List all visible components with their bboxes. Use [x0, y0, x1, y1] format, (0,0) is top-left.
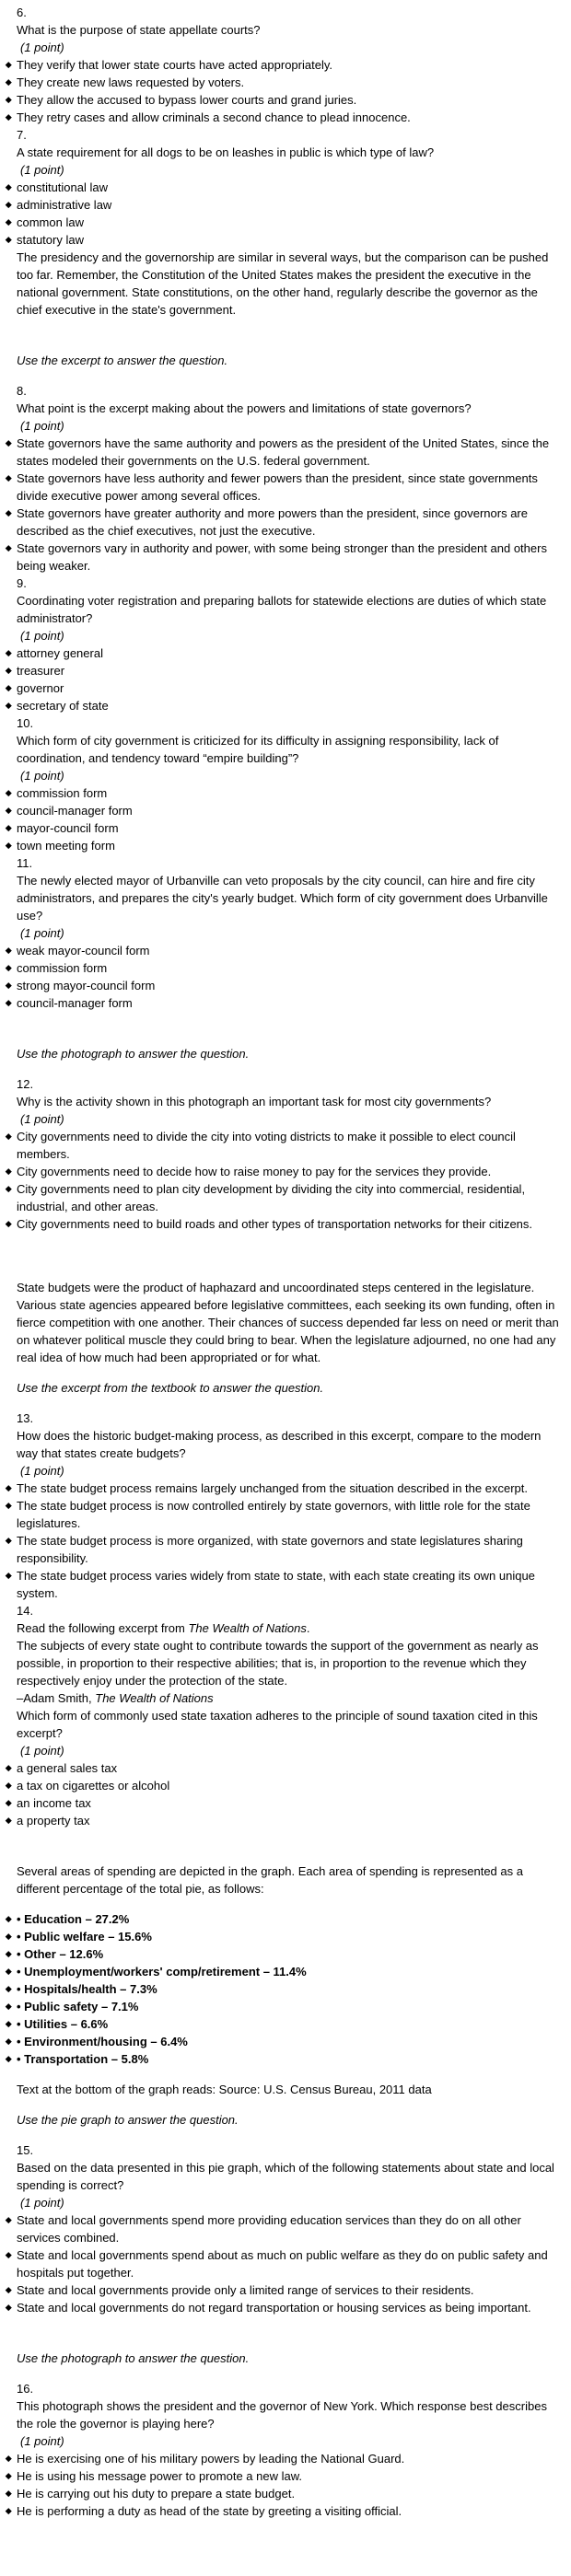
answer-option-label: weak mayor-council form: [17, 944, 150, 957]
question-text: Which form of city government is criticized for its difficulty in assigning responsibility, lack of coordination, and tendency toward “empire building”?: [17, 734, 499, 765]
excerpt-text: The subjects of every state ought to contribute towards the support of the government as nearly as possible, in proportion to their respective abilities; that is, in proportion to the revenue which they respectively enjoy under the protection of the state.: [17, 1639, 539, 1688]
answer-option[interactable]: [0, 179, 562, 196]
graph-list-item: [0, 2050, 562, 2068]
option-bullet-icon: [6, 1782, 11, 1788]
answer-option-label: He is using his message power to promote a new law.: [17, 2469, 302, 2483]
graph-list-item-label: • Hospitals/health – 7.3%: [17, 1982, 157, 1996]
answer-option[interactable]: [0, 1497, 562, 1532]
option-bullet-icon: [6, 982, 11, 988]
answer-option[interactable]: [0, 1532, 562, 1567]
answer-option-label: treasurer: [17, 664, 65, 678]
spacer: [0, 1062, 562, 1075]
option-bullet-icon: [6, 2490, 11, 2496]
answer-option-label: He is performing a duty as head of the state by greeting a visiting official.: [17, 2504, 402, 2518]
answer-option-label: State governors have greater authority and more powers than the president, since governors are described as the chief executives, not just the executive.: [17, 506, 528, 538]
option-bullet-icon: [6, 510, 11, 516]
answer-option[interactable]: [0, 784, 562, 802]
question-text: [0, 1619, 562, 1637]
graph-note-text: Text at the bottom of the graph reads: Source: U.S. Census Bureau, 2011 data: [17, 2083, 432, 2096]
option-bullet-icon: [6, 1537, 11, 1543]
text-segment: .: [306, 1621, 310, 1635]
option-bullet-icon: [6, 1503, 11, 1508]
answer-option[interactable]: [0, 837, 562, 854]
instruction-text: Use the pie graph to answer the question.: [17, 2113, 239, 2127]
option-bullet-icon: [6, 545, 11, 551]
points-label: (1 point): [20, 2196, 64, 2210]
answer-option-label: strong mayor-council form: [17, 979, 156, 992]
question-number: 12.: [17, 1077, 34, 1091]
list-bullet-icon: [6, 1916, 11, 1921]
answer-option[interactable]: [0, 109, 562, 126]
list-bullet-icon: [6, 1933, 11, 1939]
answer-option-label: administrative law: [17, 198, 112, 212]
option-bullet-icon: [6, 685, 11, 690]
graph-list-item: [0, 1910, 562, 1928]
answer-option-label: They allow the accused to bypass lower courts and grand juries.: [17, 93, 357, 107]
graph-list-item: [0, 2033, 562, 2050]
text-segment: –Adam Smith,: [17, 1691, 96, 1705]
answer-option-label: The state budget process is now controlled entirely by state governors, with little role for the state legislatures.: [17, 1499, 530, 1530]
graph-list-item: [0, 1998, 562, 2015]
answer-option[interactable]: [0, 74, 562, 91]
question-text: The newly elected mayor of Urbanville can veto proposals by the city council, can hire and fire city administrators, and prepares the city's yearly budget. Which form of city government does Urbanville use?: [17, 874, 548, 922]
graph-list-item: [0, 1945, 562, 1963]
answer-option[interactable]: [0, 470, 562, 505]
answer-option[interactable]: [0, 959, 562, 977]
answer-option-label: a tax on cigarettes or alcohol: [17, 1779, 170, 1793]
graph-list-item-label: • Public welfare – 15.6%: [17, 1930, 152, 1944]
option-bullet-icon: [6, 1817, 11, 1823]
answer-option-label: secretary of state: [17, 699, 109, 713]
graph-list-item-label: • Environment/housing – 6.4%: [17, 2035, 188, 2048]
graph-list-item-label: • Transportation – 5.8%: [17, 2052, 149, 2066]
question-text: What is the purpose of state appellate courts?: [17, 23, 261, 37]
option-bullet-icon: [6, 825, 11, 830]
answer-option[interactable]: [0, 214, 562, 231]
points-label: (1 point): [20, 2434, 64, 2448]
option-bullet-icon: [6, 947, 11, 953]
question-text: What point is the excerpt making about the powers and limitations of state governors?: [17, 401, 472, 415]
answer-option-label: City governments need to plan city development by dividing the city into commercial, residential, industrial, and other areas.: [17, 1182, 526, 1213]
text-segment: The Wealth of Nations: [188, 1621, 307, 1635]
answer-option[interactable]: [0, 2485, 562, 2502]
option-bullet-icon: [6, 2287, 11, 2292]
question-number: 11.: [17, 856, 33, 870]
answer-option[interactable]: [0, 679, 562, 697]
option-bullet-icon: [6, 2508, 11, 2513]
answer-option-label: governor: [17, 681, 64, 695]
spacer: [0, 2098, 562, 2111]
answer-option-label: They retry cases and allow criminals a second chance to plead innocence.: [17, 110, 411, 124]
graph-list-item: [0, 1980, 562, 1998]
question-number: 15.: [17, 2143, 34, 2157]
points-label: (1 point): [20, 769, 64, 783]
list-bullet-icon: [6, 1968, 11, 1974]
answer-option[interactable]: [0, 1215, 562, 1233]
instruction-text: Use the photograph to answer the question.: [17, 2351, 250, 2365]
option-bullet-icon: [6, 184, 11, 190]
option-bullet-icon: [6, 1186, 11, 1191]
list-bullet-icon: [6, 2038, 11, 2044]
answer-option[interactable]: [0, 1567, 562, 1602]
option-bullet-icon: [6, 62, 11, 67]
question-number: 9.: [17, 576, 27, 590]
option-bullet-icon: [6, 202, 11, 207]
option-bullet-icon: [6, 2473, 11, 2478]
answer-option-label: State and local governments spend more providing education services than they do on all other services combined.: [17, 2213, 521, 2245]
answer-option-label: City governments need to divide the city into voting districts to make it possible to elect council members.: [17, 1130, 516, 1161]
answer-option-label: He is exercising one of his military powers by leading the National Guard.: [17, 2452, 405, 2466]
answer-option-label: mayor-council form: [17, 821, 119, 835]
answer-option-label: council-manager form: [17, 804, 133, 818]
answer-option[interactable]: [0, 2299, 562, 2316]
option-bullet-icon: [6, 2455, 11, 2461]
spacer: [0, 2316, 562, 2350]
option-bullet-icon: [6, 237, 11, 242]
question-text: Which form of commonly used state taxation adheres to the principle of sound taxation cited in this excerpt?: [17, 1709, 538, 1740]
option-bullet-icon: [6, 114, 11, 120]
option-bullet-icon: [6, 79, 11, 85]
question-number: 10.: [17, 716, 34, 730]
answer-option-label: State governors have the same authority and powers as the president of the United States, since the states modeled their governments on the U.S. federal government.: [17, 436, 550, 468]
option-bullet-icon: [6, 842, 11, 848]
answer-option-label: common law: [17, 215, 84, 229]
question-number: 8.: [17, 384, 27, 398]
option-bullet-icon: [6, 1572, 11, 1578]
points-label: (1 point): [20, 163, 64, 177]
spacer: [0, 2129, 562, 2141]
question-text: Why is the activity shown in this photograph an important task for most city governments?: [17, 1095, 492, 1108]
answer-option-label: The state budget process remains largely unchanged from the situation described in the excerpt.: [17, 1481, 528, 1495]
spacer: [0, 1012, 562, 1045]
answer-option[interactable]: [0, 697, 562, 714]
answer-option-label: commission form: [17, 786, 108, 800]
answer-option[interactable]: [0, 802, 562, 819]
graph-list-item-label: • Other – 12.6%: [17, 1947, 104, 1961]
answer-option[interactable]: [0, 2450, 562, 2467]
spacer: [0, 1829, 562, 1862]
answer-option-label: statutory law: [17, 233, 84, 247]
answer-option[interactable]: [0, 2211, 562, 2246]
answer-option-label: The state budget process varies widely from state to state, with each state creating its own unique system.: [17, 1569, 535, 1600]
answer-option-label: an income tax: [17, 1796, 91, 1810]
option-bullet-icon: [6, 2217, 11, 2222]
option-bullet-icon: [6, 1133, 11, 1139]
question-number: 14.: [17, 1604, 34, 1618]
answer-option[interactable]: [0, 942, 562, 959]
option-bullet-icon: [6, 1765, 11, 1770]
answer-option[interactable]: [0, 1479, 562, 1497]
text-segment: Read the following excerpt from: [17, 1621, 189, 1635]
answer-option-label: a general sales tax: [17, 1761, 118, 1775]
answer-option[interactable]: [0, 505, 562, 540]
answer-option-label: attorney general: [17, 646, 103, 660]
list-bullet-icon: [6, 2003, 11, 2009]
answer-option-label: City governments need to decide how to raise money to pay for the services they provide.: [17, 1165, 492, 1178]
text-segment: The Wealth of Nations: [95, 1691, 214, 1705]
question-text: This photograph shows the president and the governor of New York. Which response best describes the role the governor is playing here?: [17, 2399, 547, 2431]
option-bullet-icon: [6, 1221, 11, 1226]
question-text: Several areas of spending are depicted in the graph. Each area of spending is represented as a different percentage of the total pie, as follows:: [17, 1864, 523, 1896]
question-text: Coordinating voter registration and preparing ballots for statewide elections are duties of which state administrator?: [17, 594, 547, 625]
instruction-text: Use the excerpt from the textbook to answer the question.: [17, 1381, 324, 1395]
list-bullet-icon: [6, 1951, 11, 1956]
answer-option-label: They create new laws requested by voters.: [17, 75, 245, 89]
spacer: [0, 319, 562, 352]
instruction-text: Use the photograph to answer the question.: [17, 1047, 250, 1061]
question-text: A state requirement for all dogs to be on leashes in public is which type of law?: [17, 145, 435, 159]
option-bullet-icon: [6, 219, 11, 225]
question-text: How does the historic budget-making process, as described in this excerpt, compare to the modern way that states create budgets?: [17, 1429, 542, 1460]
answer-option[interactable]: [0, 196, 562, 214]
answer-option-label: council-manager form: [17, 996, 133, 1010]
graph-list-item: [0, 1928, 562, 1945]
option-bullet-icon: [6, 807, 11, 813]
answer-option-label: constitutional law: [17, 180, 108, 194]
answer-option-label: town meeting form: [17, 839, 115, 853]
spacer: [0, 1897, 562, 1910]
answer-option[interactable]: [0, 1812, 562, 1829]
answer-option-label: He is carrying out his duty to prepare a state budget.: [17, 2487, 296, 2501]
answer-option[interactable]: [0, 2502, 562, 2520]
answer-option[interactable]: [0, 56, 562, 74]
answer-option-label: commission form: [17, 961, 108, 975]
option-bullet-icon: [6, 702, 11, 708]
answer-option-label: a property tax: [17, 1814, 90, 1828]
option-bullet-icon: [6, 440, 11, 446]
option-bullet-icon: [6, 965, 11, 970]
answer-option[interactable]: [0, 231, 562, 249]
spacer: [0, 1233, 562, 1279]
answer-option-label: The state budget process is more organized, with state governors and state legislatures sharing responsibility.: [17, 1534, 523, 1565]
spacer: [0, 1397, 562, 1410]
answer-option[interactable]: [0, 2467, 562, 2485]
question-text: Based on the data presented in this pie graph, which of the following statements about state and local spending is correct?: [17, 2161, 554, 2192]
option-bullet-icon: [6, 667, 11, 673]
answer-option-label: State governors vary in authority and power, with some being stronger than the president and others being weaker.: [17, 541, 547, 573]
points-label: (1 point): [20, 41, 64, 54]
question-text: [0, 1689, 562, 1707]
points-label: (1 point): [20, 419, 64, 433]
option-bullet-icon: [6, 1485, 11, 1491]
answer-option-label: They verify that lower state courts have acted appropriately.: [17, 58, 332, 72]
answer-option-label: State and local governments provide only a limited range of services to their residents.: [17, 2283, 474, 2297]
graph-list-item: [0, 1963, 562, 1980]
answer-option[interactable]: [0, 662, 562, 679]
question-number: 6.: [17, 6, 27, 19]
graph-list-item-label: • Public safety – 7.1%: [17, 2000, 139, 2013]
answer-option[interactable]: [0, 644, 562, 662]
answer-option-label: State and local governments do not regard transportation or housing services as being important.: [17, 2301, 531, 2315]
answer-option[interactable]: [0, 2281, 562, 2299]
excerpt-text: State budgets were the product of haphazard and uncoordinated steps centered in the legislature. Various state agencies appeared before legislative committees, each seeking its own funding, often in fierce competition with one another. Their chances of success depended far less on need or merit than on whatever political muscle they could bring to bear. When the legislature adjourned, no one had any real idea of how much had been appropriated or for what.: [17, 1281, 559, 1364]
answer-option[interactable]: [0, 1128, 562, 1163]
instruction-text: Use the excerpt to answer the question.: [17, 354, 228, 367]
answer-option[interactable]: [0, 1759, 562, 1777]
points-label: (1 point): [20, 1744, 64, 1758]
option-bullet-icon: [6, 650, 11, 656]
question-number: 13.: [17, 1411, 34, 1425]
option-bullet-icon: [6, 790, 11, 795]
answer-option[interactable]: [0, 91, 562, 109]
option-bullet-icon: [6, 1168, 11, 1174]
answer-option[interactable]: [0, 540, 562, 574]
option-bullet-icon: [6, 97, 11, 102]
answer-option-label: State and local governments spend about as much on public welfare as they do on public safety and hospitals put together.: [17, 2248, 548, 2280]
graph-list-item-label: • Unemployment/workers' comp/retirement – 11.4%: [17, 1965, 307, 1978]
answer-option[interactable]: [0, 435, 562, 470]
spacer: [0, 2068, 562, 2081]
answer-option[interactable]: [0, 819, 562, 837]
option-bullet-icon: [6, 475, 11, 481]
answer-option[interactable]: [0, 1777, 562, 1794]
option-bullet-icon: [6, 2252, 11, 2257]
points-label: (1 point): [20, 926, 64, 940]
question-number: 16.: [17, 2382, 34, 2396]
points-label: (1 point): [20, 1112, 64, 1126]
list-bullet-icon: [6, 2056, 11, 2061]
answer-option[interactable]: [0, 994, 562, 1012]
spacer: [0, 369, 562, 382]
option-bullet-icon: [6, 1800, 11, 1805]
answer-option[interactable]: [0, 1163, 562, 1180]
answer-option[interactable]: [0, 1794, 562, 1812]
graph-list-item-label: • Education – 27.2%: [17, 1912, 130, 1926]
graph-list-item: [0, 2015, 562, 2033]
answer-option[interactable]: [0, 2246, 562, 2281]
list-bullet-icon: [6, 1986, 11, 1991]
spacer: [0, 1366, 562, 1379]
question-number: 7.: [17, 128, 27, 142]
answer-option-label: State governors have less authority and fewer powers than the president, since state governments divide executive power among several offices.: [17, 471, 538, 503]
graph-list-item-label: • Utilities – 6.6%: [17, 2017, 109, 2031]
answer-option[interactable]: [0, 977, 562, 994]
points-label: (1 point): [20, 629, 64, 643]
answer-option-label: City governments need to build roads and other types of transportation networks for their citizens.: [17, 1217, 533, 1231]
spacer: [0, 2367, 562, 2380]
option-bullet-icon: [6, 2304, 11, 2310]
excerpt-text: The presidency and the governorship are similar in several ways, but the comparison can be pushed too far. Remember, the Constitution of the United States makes the president the executive in the national government. State constitutions, on the other hand, regularly describe the governor as the chief executive in the state's government.: [17, 250, 549, 317]
list-bullet-icon: [6, 2021, 11, 2026]
answer-option[interactable]: [0, 1180, 562, 1215]
option-bullet-icon: [6, 1000, 11, 1005]
points-label: (1 point): [20, 1464, 64, 1478]
